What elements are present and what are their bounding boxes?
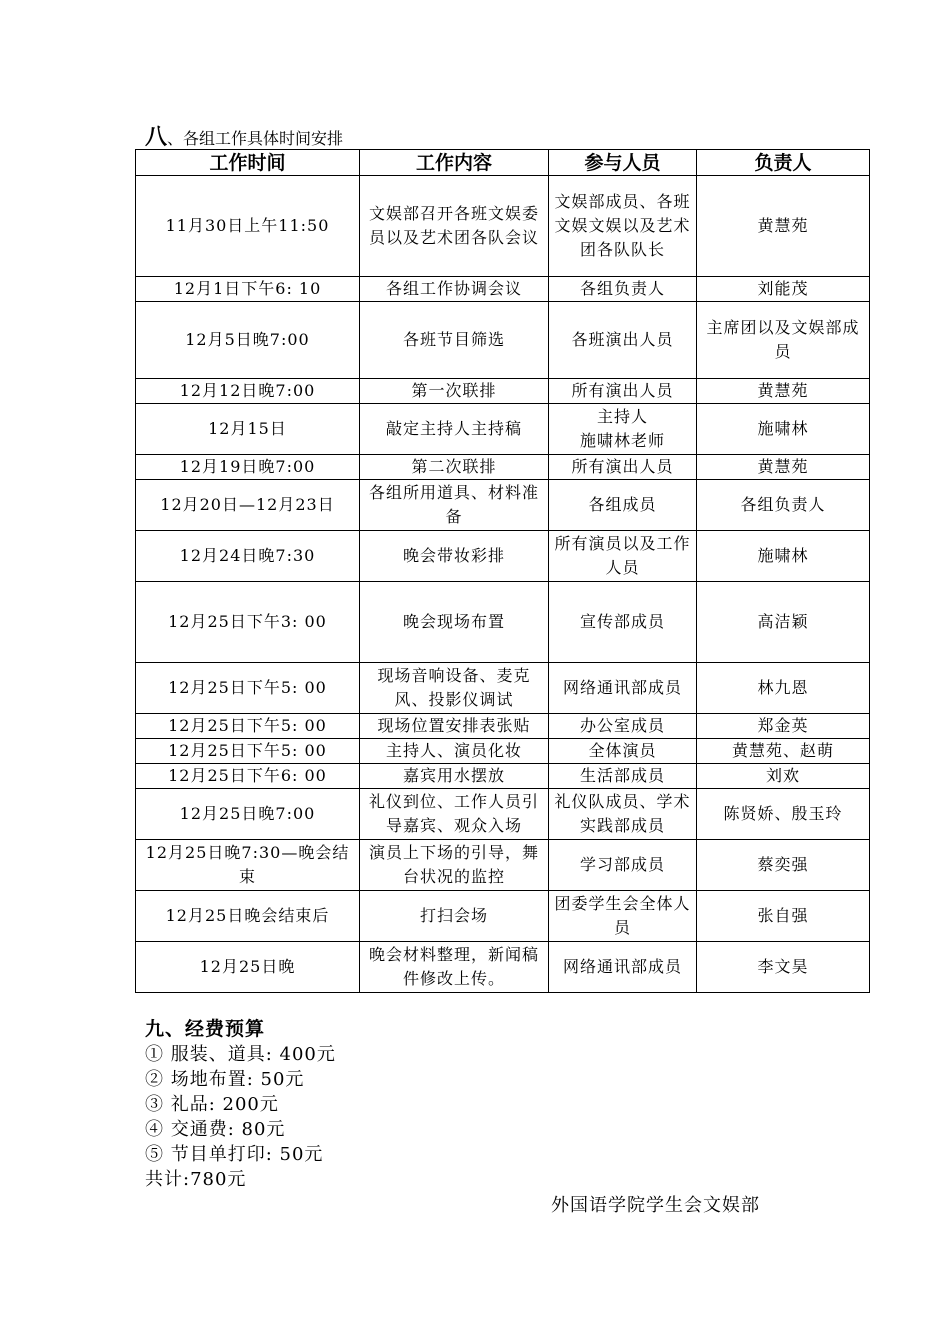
participants-cell: 全体演员 [549,739,697,764]
time-cell: 12月15日 [136,404,360,455]
participants-cell: 网络通讯部成员 [549,942,697,993]
time-cell: 12月20日—12月23日 [136,480,360,531]
content-cell: 演员上下场的引导，舞台状况的监控 [360,840,549,891]
section-8-title: 、各组工作具体时间安排 [167,129,344,148]
table-row [136,789,870,840]
table-row [136,404,870,455]
header-owner: 负责人 [697,150,870,176]
table-row [136,891,870,942]
time-cell: 12月25日下午5: 00 [136,739,360,764]
table-row [136,455,870,480]
participants-cell: 文娱部成员、各班文娱文娱以及艺术团各队队长 [549,176,697,277]
table-row [136,739,870,764]
section-8-number: 八 [145,124,168,150]
owner-cell: 施啸林 [697,404,870,455]
owner-cell: 黄慧苑 [697,379,870,404]
participants-cell: 所有演出人员 [549,455,697,480]
participants-cell: 主持人 施啸林老师 [549,404,697,455]
owner-cell: 各组负责人 [697,480,870,531]
owner-cell: 黄慧苑、赵萌 [697,739,870,764]
budget-item: ④ 交通费: 80元 [145,1119,286,1140]
budget-item: ① 服装、道具: 400元 [145,1044,336,1065]
owner-cell: 刘能茂 [697,277,870,302]
participants-cell: 生活部成员 [549,764,697,789]
time-cell: 12月24日晚7:30 [136,531,360,582]
owner-cell: 主席团以及文娱部成员 [697,302,870,379]
time-cell: 12月1日下午6: 10 [136,277,360,302]
table-row [136,840,870,891]
content-cell: 第一次联排 [360,379,549,404]
content-cell: 打扫会场 [360,891,549,942]
signature: 外国语学院学生会文娱部 [551,1195,760,1216]
participants-cell: 各组成员 [549,480,697,531]
owner-cell: 蔡奕强 [697,840,870,891]
budget-title: 九、经费预算 [145,1018,266,1040]
owner-cell: 李文昊 [697,942,870,993]
header-participants: 参与人员 [549,150,697,176]
owner-cell: 郑金英 [697,714,870,739]
time-cell: 12月19日晚7:00 [136,455,360,480]
participants-cell: 学习部成员 [549,840,697,891]
content-cell: 敲定主持人主持稿 [360,404,549,455]
budget-total: 共计:780元 [145,1169,247,1190]
schedule-table [135,149,870,993]
header-content: 工作内容 [360,150,549,176]
header-time: 工作时间 [136,150,360,176]
content-cell: 各班节目筛选 [360,302,549,379]
table-row [136,714,870,739]
time-cell: 12月25日晚7:30—晚会结束 [136,840,360,891]
time-cell: 12月25日晚7:00 [136,789,360,840]
table-row [136,942,870,993]
participants-cell: 团委学生会全体人员 [549,891,697,942]
content-cell: 主持人、演员化妆 [360,739,549,764]
owner-cell: 刘欢 [697,764,870,789]
time-cell: 12月12日晚7:00 [136,379,360,404]
participants-cell: 礼仪队成员、学术实践部成员 [549,789,697,840]
content-cell: 嘉宾用水摆放 [360,764,549,789]
participants-cell: 所有演出人员 [549,379,697,404]
owner-cell: 林九恩 [697,663,870,714]
schedule-body [136,176,870,993]
owner-cell: 施啸林 [697,531,870,582]
owner-cell: 张自强 [697,891,870,942]
time-cell: 12月25日晚会结束后 [136,891,360,942]
content-cell: 晚会现场布置 [360,582,549,663]
table-row [136,302,870,379]
content-cell: 礼仪到位、工作人员引导嘉宾、观众入场 [360,789,549,840]
time-cell: 12月25日下午3: 00 [136,582,360,663]
owner-cell: 陈贤娇、殷玉玲 [697,789,870,840]
participants-cell: 各组负责人 [549,277,697,302]
content-cell: 各组工作协调会议 [360,277,549,302]
content-cell: 现场位置安排表张贴 [360,714,549,739]
owner-cell: 高洁颖 [697,582,870,663]
table-row [136,379,870,404]
budget-item: ③ 礼品: 200元 [145,1094,279,1115]
content-cell: 各组所用道具、材料准备 [360,480,549,531]
owner-cell: 黄慧苑 [697,176,870,277]
schedule-header-row [136,150,870,176]
table-row [136,582,870,663]
participants-cell: 所有演员以及工作人员 [549,531,697,582]
content-cell: 晚会带妆彩排 [360,531,549,582]
table-row [136,480,870,531]
budget-section [145,1017,336,1192]
participants-cell: 宣传部成员 [549,582,697,663]
table-row [136,531,870,582]
budget-item: ⑤ 节目单打印: 50元 [145,1144,324,1165]
content-cell: 文娱部召开各班文娱委员以及艺术团各队会议 [360,176,549,277]
budget-item: ② 场地布置: 50元 [145,1069,305,1090]
content-cell: 晚会材料整理，新闻稿件修改上传。 [360,942,549,993]
table-row [136,663,870,714]
section-8-heading [145,126,343,150]
participants-cell: 办公室成员 [549,714,697,739]
table-row [136,764,870,789]
time-cell: 12月5日晚7:00 [136,302,360,379]
content-cell: 第二次联排 [360,455,549,480]
time-cell: 11月30日上午11:50 [136,176,360,277]
participants-cell: 各班演出人员 [549,302,697,379]
time-cell: 12月25日晚 [136,942,360,993]
table-row [136,277,870,302]
time-cell: 12月25日下午6: 00 [136,764,360,789]
content-cell: 现场音响设备、麦克风、投影仪调试 [360,663,549,714]
time-cell: 12月25日下午5: 00 [136,714,360,739]
participants-cell: 网络通讯部成员 [549,663,697,714]
owner-cell: 黄慧苑 [697,455,870,480]
table-row [136,176,870,277]
time-cell: 12月25日下午5: 00 [136,663,360,714]
